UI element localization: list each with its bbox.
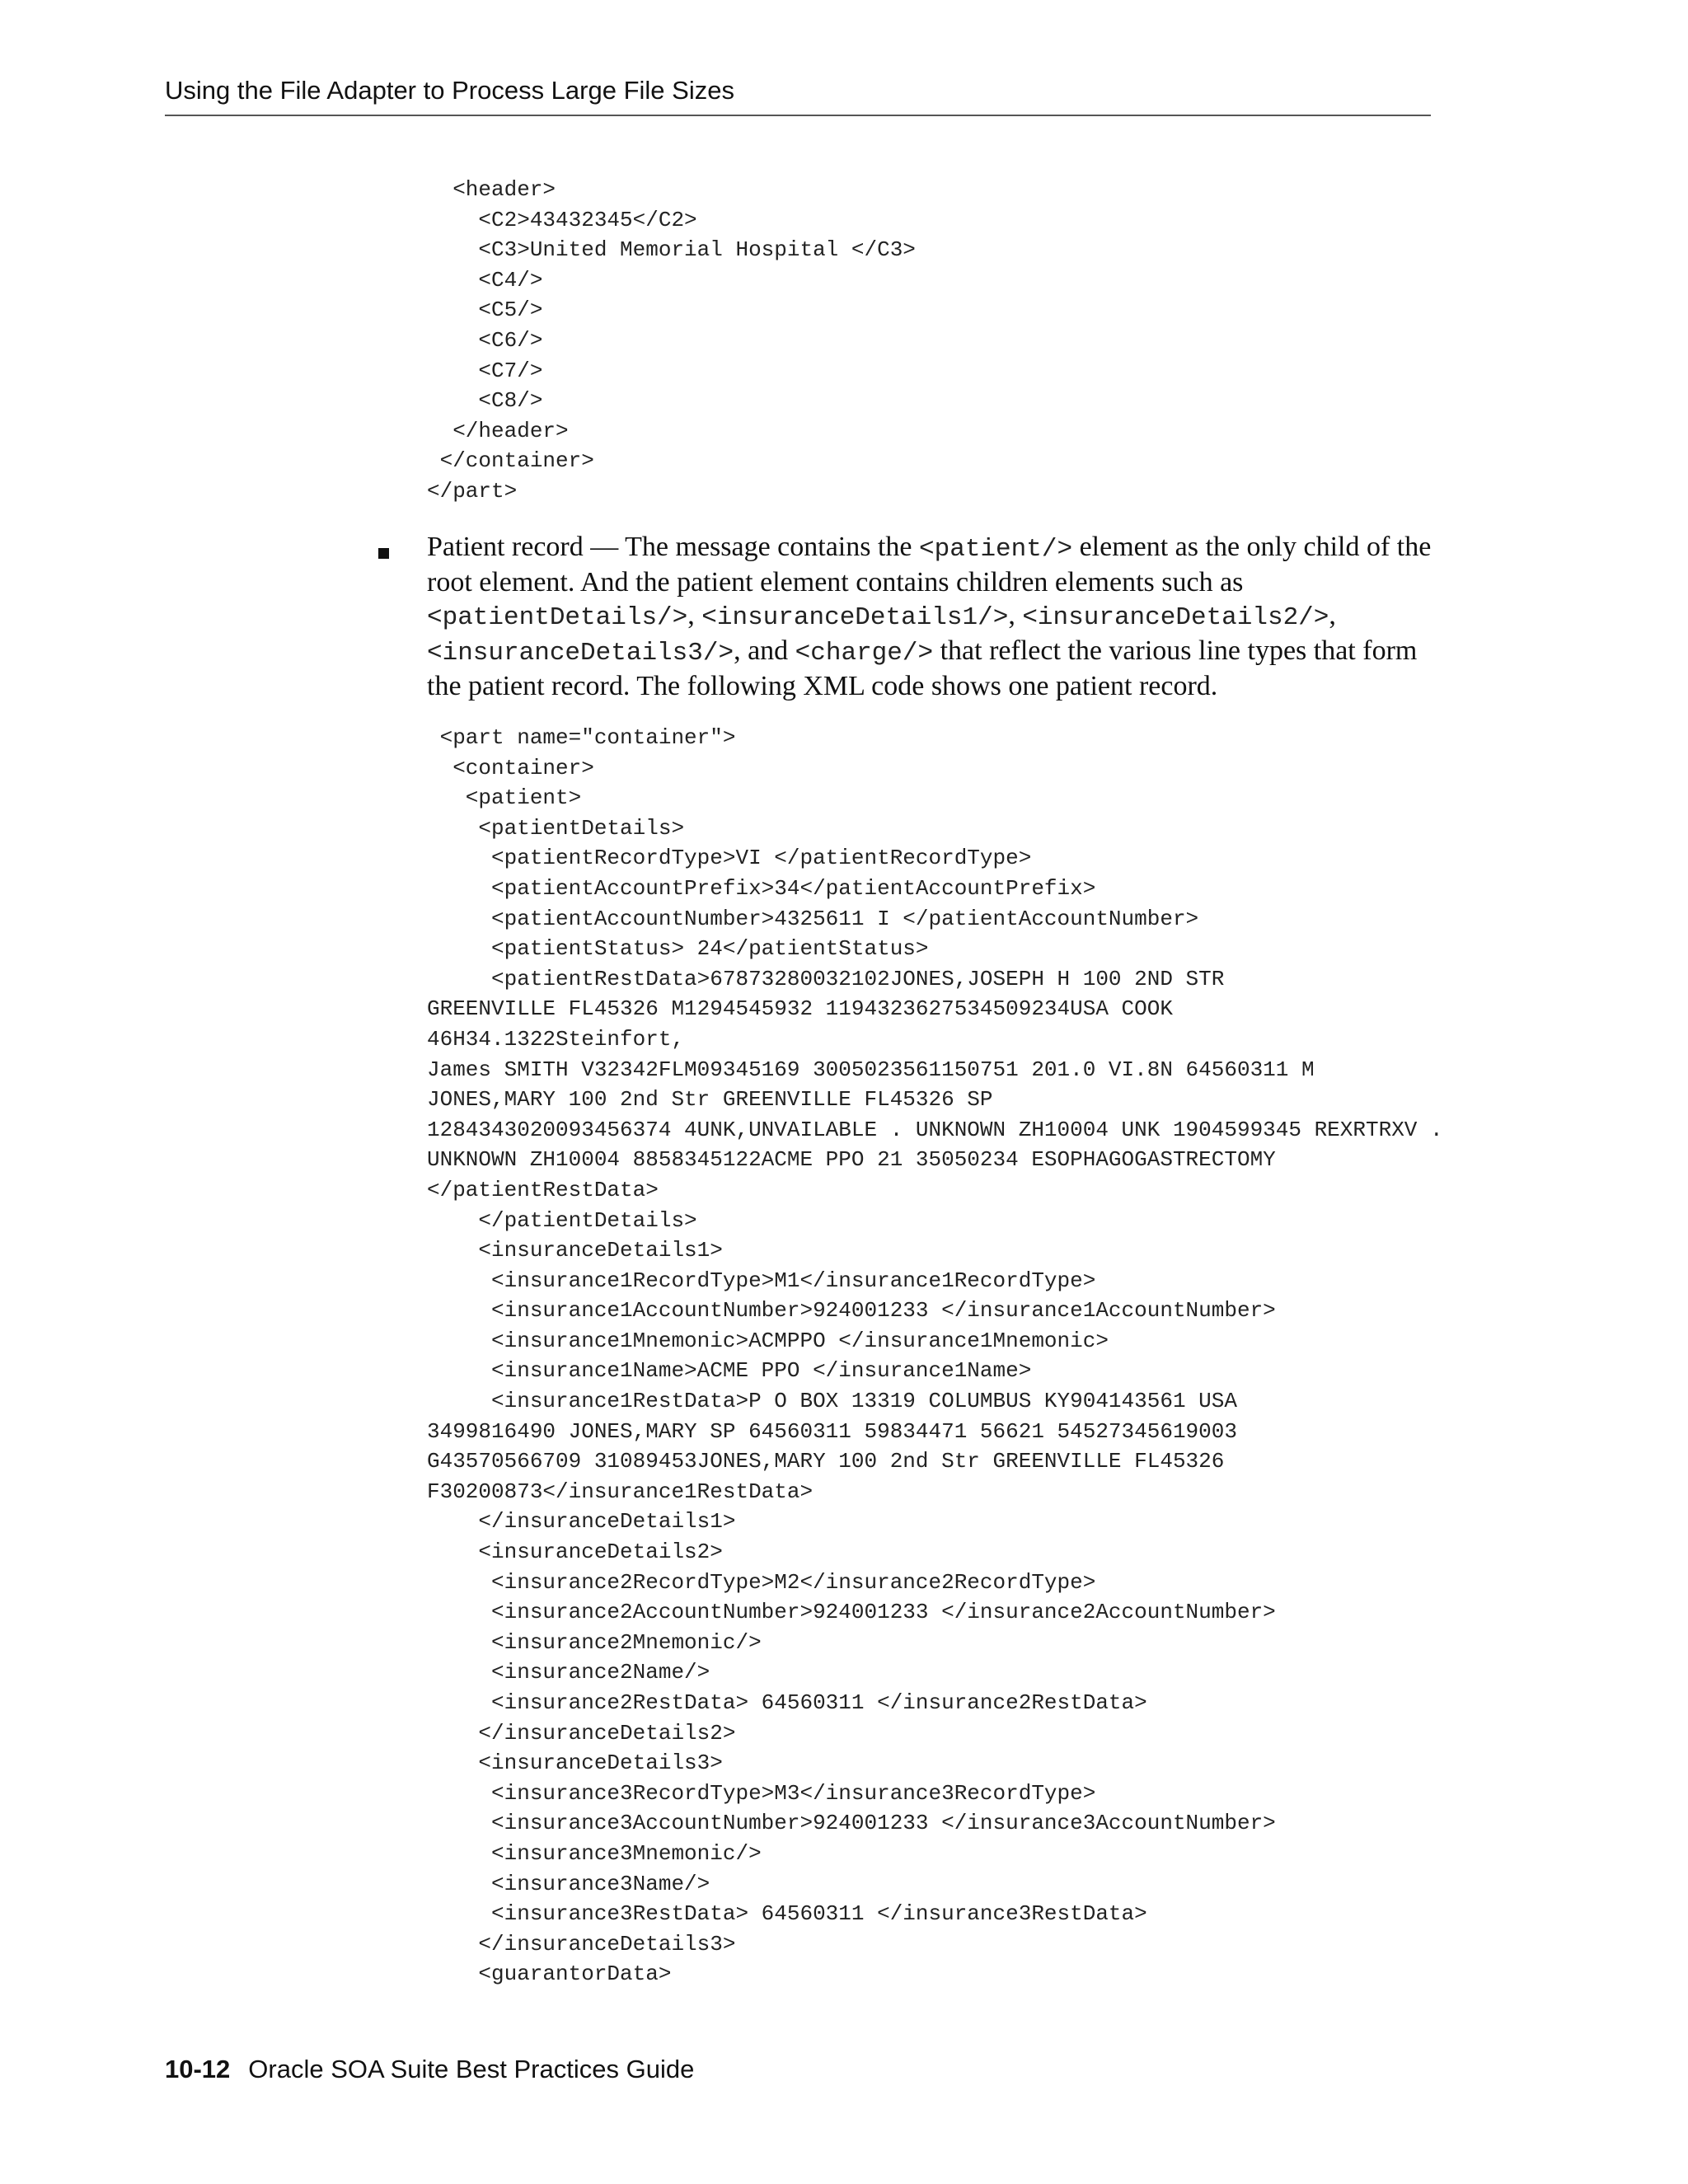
code-block-patient-record-xml: <part name="container"> <container> <patient> <patientDetails> <patientRecordType>VI </patientRecordType> <patientAccountPrefix>34</patientAccountPrefix> <patientAccountNumber>4325611 I </patientAccountNumber> <patientStatus> 24</patientStatus> <patientRestData>67873280032102JONES,JOSEPH H 100 2ND STR GREENVILLE FL45326 M1294545932 1194323627534509234USA COOK 46H34.1322Steinfort, James SMITH V32342FLM09345169 3005023561150751 201.0 VI.8N 64560311 M JONES,MARY 100 2nd Str GREENVILLE FL45326 SP 1284343020093456374 4UNK,UNVAILABLE . UNKNOWN ZH10004 UNK 1904599345 REXRTRXV . UNKNOWN ZH10004 8858345122ACME PPO 21 35050234 ESOPHAGOGASTRECTOMY </patientRestData> </patientDetails> <insuranceDetails1> <insurance1RecordType>M1</insurance1RecordType> <insurance1AccountNumber>924001233 </insurance1AccountNumber> <insurance1Mnemonic>ACMPPO </insurance1Mnemonic> <insurance1Name>ACME PPO </insurance1Name> <insurance1RestData>P O BOX 13319 COLUMBUS KY904143561 USA 3499816490 JONES,MARY SP 64560311 59834471 56621 54527345619003 G43570566709 31089453JONES,MARY 100 2nd Str GREENVILLE FL45326 F30200873</insurance1RestData> </insuranceDetails1> <insuranceDetails2> <insurance2RecordType>M2</insurance2RecordType> <insurance2AccountNumber>924001233 </insurance2AccountNumber> <insurance2Mnemonic/> <insurance2Name/> <insurance2RestData> 64560311 </insurance2RestData> </insuranceDetails2> <insuranceDetails3> <insurance3RecordType>M3</insurance3RecordType> <insurance3AccountNumber>924001233 </insurance3AccountNumber> <insurance3Mnemonic/> <insurance3Name/> <insurance3RestData> 64560311 </insurance3RestData> </insuranceDetails3> <guarantorData> (427, 725, 1443, 1987)
para-text: , and (734, 635, 795, 666)
code-block-header-xml: <header> <C2>43432345</C2> <C3>United Memorial Hospital </C3> <C4/> <C5/> <C6/> <C7/> <C8/> </header> </container> </part> (427, 177, 916, 504)
inline-code-insurance-details2: <insuranceDetails2/> (1022, 603, 1329, 632)
inline-code-patient-details: <patientDetails/> (427, 603, 688, 632)
page-footer (165, 2055, 694, 2084)
inline-code-patient: <patient/> (919, 535, 1073, 564)
para-text: that reflect the various line types that form the patient record. The following XML code shows one patient record. (427, 635, 1418, 701)
para-text: , (1008, 600, 1023, 630)
header-rule (165, 115, 1431, 116)
page-number: 10-12 (165, 2055, 231, 2083)
running-header-title: Using the File Adapter to Process Large File Sizes (165, 76, 734, 105)
bullet-square-icon (378, 548, 389, 559)
inline-code-insurance-details3: <insuranceDetails3/> (427, 639, 734, 668)
inline-code-charge: <charge/> (795, 639, 934, 668)
inline-code-insurance-details1: <insuranceDetails1/> (701, 603, 1009, 632)
book-title: Oracle SOA Suite Best Practices Guide (248, 2055, 695, 2083)
para-text: element as the only child of the root element. And the patient element contains children elements such as (427, 532, 1432, 598)
bullet-paragraph-patient-record (427, 531, 1449, 703)
para-text: , (687, 600, 702, 630)
para-text: Patient record — The message contains the (427, 532, 920, 562)
para-text: , (1329, 600, 1336, 630)
